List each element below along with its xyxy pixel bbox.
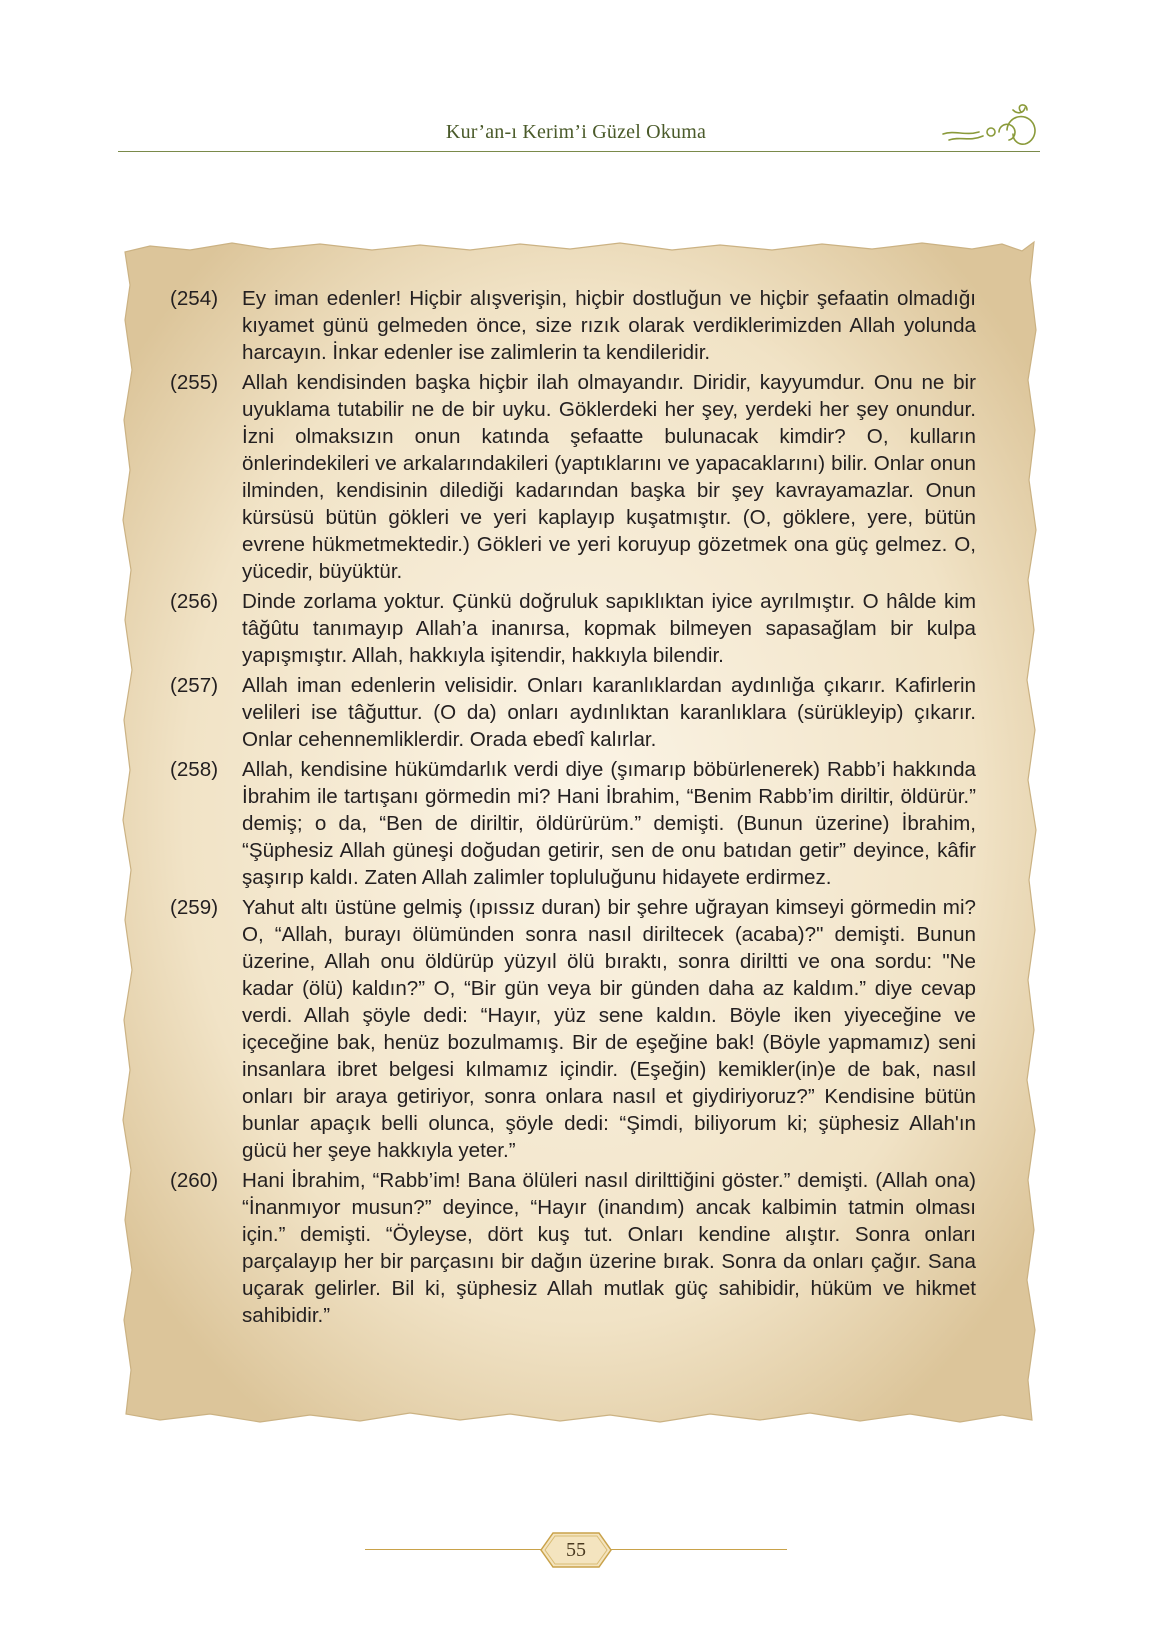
verse-item — [170, 369, 976, 585]
page-header-title: Kur’an-ı Kerim’i Güzel Okuma — [445, 121, 707, 143]
verse-number: (256) — [170, 590, 219, 613]
page-number: 55 — [566, 1538, 586, 1561]
verse-item — [170, 672, 976, 753]
verse-text: Allah iman edenlerin velisidir. Onları karanlıklardan aydınlığa çıkarır. Kafirlerin velileri ise tâğuttur. (O da) onları aydınlıktan karanlıklara (sürükleyip) çıkarır. Onlar cehennemliklerdir. Orada ebedî kalırlar. — [242, 674, 976, 751]
verse-text: Yahut altı üstüne gelmiş (ıpıssız duran) bir şehre uğrayan kimseyi görmedin mi? O, “Allah, burayı ölümünden sonra nasıl diriltecek (acaba)?" demişti. Bunun üzerine, Allah onu öldürüp yüzyıl ölü bıraktı, sonra diriltti ve ona sordu: "Ne kadar (ölü) kaldın?” O, “Bir gün veya bir günden daha az kaldım.” diye cevap verdi. Allah şöyle dedi: “Hayır, yüz sene kaldın. Böyle iken yiyeceğine ve içeceğine bak, henüz bozulmamış. Bir de eşeğine bak! (Böyle yapmamız) seni insanlara ibret belgesi kılmamız içindir. (Eşeğin) kemikler(in)e de bak, nasıl onları bir araya getiriyor, sonra onlara nasıl et giydiriyoruz?” Kendisine bütün bunlar apaçık belli olunca, şöyle dedi: “Şimdi, biliyorum ki; şüphesiz Allah'ın gücü her şeye hakkıyla yeter.” — [242, 896, 976, 1162]
footer-rule-right — [607, 1549, 787, 1550]
verse-number: (260) — [170, 1169, 219, 1192]
verse-number: (258) — [170, 758, 219, 781]
verse-number: (254) — [170, 287, 219, 310]
verse-number: (257) — [170, 674, 219, 697]
verse-text: Allah, kendisine hükümdarlık verdi diye (şımarıp böbürlenerek) Rabb’i hakkında İbrahim ile tartışanı görmedin mi? Hani İbrahim, “Benim Rabb’im diriltir, öldürür.” demiş; o da, “Ben de diriltir, öldürürüm.” demişti. (Bunun üzerine) İbrahim, “Şüphesiz Allah güneşi doğudan getirir, sen de onu batıdan getir” deyince, kâfir şaşırıp kaldı. Zaten Allah zalimler topluluğunu hidayete erdirmez. — [242, 758, 976, 889]
verse-item — [170, 1167, 976, 1329]
verse-list — [170, 285, 976, 1332]
verse-text: Dinde zorlama yoktur. Çünkü doğruluk sapıklıktan iyice ayrılmıştır. O hâlde kim tâğûtu tanımayıp Allah’a inanırsa, kopmak bilmeyen sapasağlam bir kulpa yapışmıştır. Allah, hakkıyla işitendir, hakkıyla bilendir. — [242, 590, 976, 667]
verse-number: (259) — [170, 896, 219, 919]
verse-text: Allah kendisinden başka hiçbir ilah olmayandır. Diridir, kayyumdur. Onu ne bir uyuklama tutabilir ne de bir uyku. Göklerdeki her şey, yerdeki her şey onundur. İzni olmaksızın onun katında şefaatte bulunacak kimdir? O, kulların önlerindekileri ve arkalarındakileri (yaptıklarını ve yapacaklarını) bilir. Onlar onun ilminden, kendisinin dilediği kadarından başka bir şey kavrayamazlar. Onun kürsüsü bütün gökleri ve yeri kaplayıp kuşatmıştır. (O, göklere, yere, bütün evrene hükmetmektedir.) Gökleri ve yeri koruyup gözetmek ona güç gelmez. O, yücedir, büyüktür. — [242, 371, 976, 583]
verse-text: Ey iman edenler! Hiçbir alışverişin, hiçbir dostluğun ve hiçbir şefaatin olmadığı kıyamet günü gelmeden önce, size rızık olarak verdiklerimizden Allah yolunda harcayın. İnkar edenler ise zalimlerin ta kendileridir. — [242, 287, 976, 364]
verse-item — [170, 756, 976, 891]
verse-item — [170, 894, 976, 1164]
verse-item — [170, 285, 976, 366]
verse-item — [170, 588, 976, 669]
verse-text: Hani İbrahim, “Rabb’im! Bana ölüleri nasıl dirilttiğini göster.” demişti. (Allah ona) “İnanmıyor musun?” deyince, “Hayır (inandım) ancak kalbimin tatmin olması için.” demişti. “Öyleyse, dört kuş tut. Onları kendine alıştır. Sonra onları parçalayıp her bir parçasını bir dağın üzerine bırak. Sonra da onları çağır. Sana uçarak gelirler. Bil ki, şüphesiz Allah mutlak güç sahibidir, hüküm ve hikmet sahibidir.” — [242, 1169, 976, 1327]
footer-rule-left — [365, 1549, 545, 1550]
verse-number: (255) — [170, 371, 219, 394]
